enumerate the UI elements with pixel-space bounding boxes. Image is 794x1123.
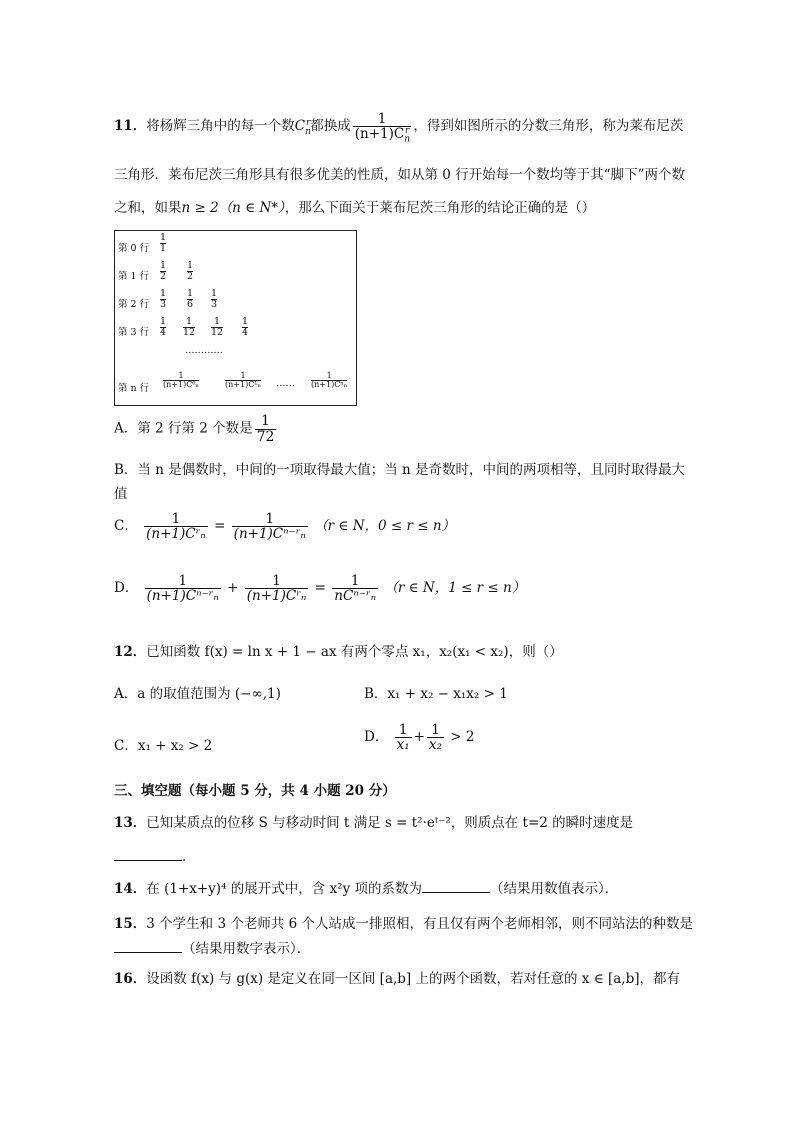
q16-stem: 16．设函数 f(x) 与 g(x) 是定义在同一区间 [a,b] 上的两个函数，若对任意的 x ∈ [a,b]，都有	[114, 971, 680, 987]
q13-blank[interactable]	[114, 848, 182, 861]
triangle-row-label: 第 1 行	[118, 271, 150, 282]
triangle-cell: 1 (n+1)Cⁿₙ	[311, 371, 348, 390]
q11-c: C	[294, 118, 306, 135]
q11-option-d: D． $\frac{1}{\text{(n+1)Cⁿ⁻ʳₙ}}$ + $\frac{1}{\text{(n+1)Cʳₙ}}$ = $\frac{1}{\text{nCⁿ⁻ʳₙ}}$ （r ∈ N，1 ≤ r ≤ n）	[114, 573, 526, 605]
triangle-row-label: 第 2 行	[118, 299, 150, 310]
triangle-dots: …………	[185, 345, 223, 356]
q11-stem-a: 将杨辉三角中的每一个数	[146, 118, 295, 135]
q11-number: 11．	[114, 118, 147, 135]
triangle-row-label: 第 0 行	[118, 243, 150, 254]
triangle-cell: $\frac{1}{6}$	[187, 288, 194, 310]
q13-stem: 13．已知某质点的位移 S 与移动时间 t 满足 s = t²·eᵗ⁻²，则质点在 t=2 的瞬时速度是	[114, 815, 634, 831]
q12-option-b: B．x₁ + x₂ − x₁x₂ > 1	[364, 686, 508, 702]
q11-stem-b: 都换成	[310, 118, 351, 135]
q14-blank[interactable]	[422, 880, 490, 893]
triangle-cell: $\frac{1}{1}$	[160, 232, 167, 254]
triangle-cell: $\frac{1}{12}$	[211, 316, 224, 338]
triangle-row-label: 第 3 行	[118, 327, 150, 338]
q14-stem: 14．在 (1+x+y)⁴ 的展开式中，含 x²y 项的系数为 （结果用数值表示）．	[114, 881, 619, 897]
triangle-cell: $\frac{1}{3}$	[160, 288, 167, 310]
q15-stem: 15．3 个学生和 3 个老师共 6 个人站成一排照相，有且仅有两个老师相邻，则不同站法的种数是	[114, 916, 694, 932]
q13-answer-line: ．	[114, 845, 196, 865]
q15-answer-line: （结果用数字表示）．	[114, 937, 310, 957]
triangle-cell: $\frac{1}{4}$	[242, 316, 249, 338]
triangle-cell: $\frac{1}{2}$	[160, 260, 167, 282]
q12-option-a: A．a 的取值范围为 (−∞,1)	[114, 686, 281, 702]
q11-option-a: A．第 2 行第 2 个数是 $\frac{1}{72}$	[114, 413, 275, 445]
q15-blank[interactable]	[114, 940, 182, 953]
q11-option-b-line1: B．当 n 是偶数时，中间的一项取得最大值；当 n 是奇数时，中间的两项相等，且同时取得最大	[114, 462, 685, 478]
q11-line3: 之和，如果n ≥ 2（n ∈ N*），那么下面关于莱布尼茨三角形的结论正确的是（）	[114, 200, 596, 216]
q11-stem-c: ，得到如图所示的分数三角形，称为莱布尼茨	[413, 118, 684, 135]
section-heading: 三、填空题（每小题 5 分，共 4 小题 20 分）	[114, 783, 396, 799]
q11-option-c: C． $\frac{1}{\text{(n+1)Cʳₙ}}$ = $\frac{1}{\text{(n+1)Cⁿ⁻ʳₙ}}$ （r ∈ N，0 ≤ r ≤ n）	[114, 511, 456, 543]
triangle-dots: ……	[276, 378, 295, 389]
q11-fraction: $\frac{1}{(n+1)C_n^r}$	[354, 111, 411, 145]
triangle-cell: $\frac{1}{3}$	[211, 288, 218, 310]
triangle-cell: $\frac{1}{4}$	[160, 316, 167, 338]
q11-line2: 三角形．莱布尼茨三角形具有很多优美的性质，如从第 0 行开始每一个数均等于其“脚下”两个数	[114, 167, 685, 183]
q12-option-d: D． $\frac{1}{\text{x₁}}$ + $\frac{1}{\text{x₂}}$ > 2	[364, 722, 475, 754]
triangle-cell: $\frac{1}{2}$	[187, 260, 194, 282]
triangle-cell: $\frac{1}{\text{(n+1)C¹ₙ}}$	[225, 371, 261, 390]
leibniz-triangle-figure	[114, 230, 357, 406]
q11-line1: 11．将杨辉三角中的每一个数$C_n^r$都换成 $\frac{1}{(n+1)C_n^r}$ ，得到如图所示的分数三角形，称为莱布尼茨	[114, 111, 684, 145]
triangle-row-label: 第 n 行	[118, 383, 150, 394]
triangle-cell: $\frac{1}{\text{(n+1)C⁰ₙ}}$	[163, 371, 199, 390]
q11-option-b-line2: 值	[114, 486, 128, 502]
triangle-cell: $\frac{1}{12}$	[183, 316, 196, 338]
q12-option-c: C．x₁ + x₂ > 2	[114, 738, 213, 754]
q12-stem: 12．已知函数 f(x) = ln x + 1 − ax 有两个零点 x₁，x₂(x₁ < x₂)，则（）	[114, 644, 563, 660]
